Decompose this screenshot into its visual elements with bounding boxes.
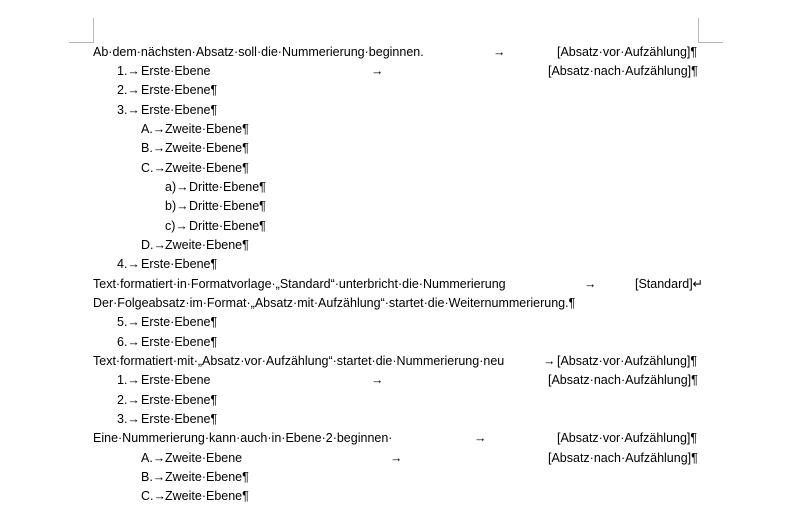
list-number: B.→	[141, 470, 166, 484]
list-number: C.→	[141, 489, 166, 503]
list-item-text: Erste·Ebene¶	[141, 412, 218, 426]
list-item-level1[interactable]	[0, 333, 791, 352]
list-item-text: Dritte·Ebene¶	[189, 219, 266, 233]
list-item-level1[interactable]	[0, 391, 791, 410]
style-label: [Absatz·vor·Aufzählung]¶	[557, 354, 698, 368]
list-number: C.→	[141, 161, 166, 175]
list-item-level1[interactable]	[0, 410, 791, 429]
style-label: [Absatz·vor·Aufzählung]¶	[557, 431, 698, 445]
list-number: 2.→	[117, 393, 140, 407]
style-label: [Absatz·nach·Aufzählung]¶	[548, 451, 698, 465]
list-number: a)→	[165, 180, 189, 194]
tab-arrow-mark: →	[474, 431, 487, 445]
tab-arrow-mark: →	[493, 45, 506, 59]
paragraph-restart[interactable]	[0, 352, 791, 371]
list-item-text: Erste·Ebene¶	[141, 257, 218, 271]
tab-arrow-mark: →	[371, 373, 384, 387]
list-item-text: Erste·Ebene¶	[141, 315, 218, 329]
list-item-level2[interactable]	[0, 120, 791, 139]
paragraph-text: Der·Folgeabsatz·im·Format·„Absatz·mit·Aufzählung“·startet·die·Weiternummerierung.¶	[93, 296, 576, 310]
list-item-text: Zweite·Ebene¶	[165, 238, 249, 252]
list-item-level2[interactable]	[0, 468, 791, 487]
paragraph-standard[interactable]	[0, 275, 791, 294]
list-item-text: Erste·Ebene¶	[141, 335, 218, 349]
list-number: B.→	[141, 141, 166, 155]
list-item-text: Zweite·Ebene¶	[165, 489, 249, 503]
paragraph-continuation[interactable]	[0, 294, 791, 313]
paragraph-intro[interactable]	[0, 43, 791, 62]
list-number: A.→	[141, 451, 166, 465]
style-label: [Absatz·nach·Aufzählung]¶	[548, 373, 698, 387]
style-label: [Absatz·nach·Aufzählung]¶	[548, 64, 698, 78]
tab-arrow-mark: →	[543, 354, 556, 368]
list-item-level3[interactable]	[0, 217, 791, 236]
tab-arrow-mark: →	[390, 451, 403, 465]
list-item-text: Erste·Ebene¶	[141, 83, 218, 97]
list-item-level2[interactable]	[0, 449, 791, 468]
list-number: 1.→	[117, 373, 140, 387]
list-item-text: Dritte·Ebene¶	[189, 180, 266, 194]
margin-corner-top-right	[698, 18, 723, 43]
list-number: 3.→	[117, 103, 140, 117]
list-item-level3[interactable]	[0, 178, 791, 197]
list-item-level1[interactable]	[0, 371, 791, 390]
list-item-text: Erste·Ebene¶	[141, 393, 218, 407]
list-item-level2[interactable]	[0, 139, 791, 158]
list-item-text: Zweite·Ebene¶	[165, 122, 249, 136]
list-item-level1[interactable]	[0, 255, 791, 274]
paragraph-level2-start[interactable]	[0, 429, 791, 448]
list-item-text: Zweite·Ebene¶	[165, 161, 249, 175]
style-label: [Standard]↵	[635, 277, 704, 291]
list-number: 6.→	[117, 335, 140, 349]
list-number: c)→	[165, 219, 188, 233]
list-item-level1[interactable]	[0, 62, 791, 81]
list-number: A.→	[141, 122, 166, 136]
list-number: 3.→	[117, 412, 140, 426]
list-item-text: Erste·Ebene	[141, 64, 211, 78]
list-item-level1[interactable]	[0, 81, 791, 100]
list-item-text: Erste·Ebene	[141, 373, 211, 387]
list-item-text: Zweite·Ebene¶	[165, 141, 249, 155]
list-number: 5.→	[117, 315, 140, 329]
list-item-level1[interactable]	[0, 101, 791, 120]
list-number: D.→	[141, 238, 166, 252]
list-item-text: Zweite·Ebene¶	[165, 470, 249, 484]
list-item-level1[interactable]	[0, 313, 791, 332]
list-item-level3[interactable]	[0, 197, 791, 216]
list-number: 1.→	[117, 64, 140, 78]
list-item-text: Zweite·Ebene	[165, 451, 243, 465]
paragraph-text: Text·formatiert·mit·„Absatz·vor·Aufzählung“·startet·die·Nummerierung·neu	[93, 354, 505, 368]
list-item-level2[interactable]	[0, 236, 791, 255]
style-label: [Absatz·vor·Aufzählung]¶	[557, 45, 698, 59]
paragraph-text: Text·formatiert·in·Formatvorlage·„Standard“·unterbricht·die·Nummerierung	[93, 277, 506, 291]
paragraph-text: Eine·Nummerierung·kann·auch·in·Ebene·2·beginnen·	[93, 431, 393, 445]
list-item-text: Erste·Ebene¶	[141, 103, 218, 117]
list-number: 2.→	[117, 83, 140, 97]
list-item-level2[interactable]	[0, 487, 791, 506]
list-item-level2[interactable]	[0, 159, 791, 178]
paragraph-text: Ab·dem·nächsten·Absatz·soll·die·Nummerierung·beginnen.	[93, 45, 424, 59]
tab-arrow-mark: →	[584, 277, 597, 291]
list-item-text: Dritte·Ebene¶	[189, 199, 266, 213]
list-number: 4.→	[117, 257, 140, 271]
tab-arrow-mark: →	[371, 64, 384, 78]
list-number: b)→	[165, 199, 189, 213]
margin-corner-top-left	[69, 18, 94, 43]
